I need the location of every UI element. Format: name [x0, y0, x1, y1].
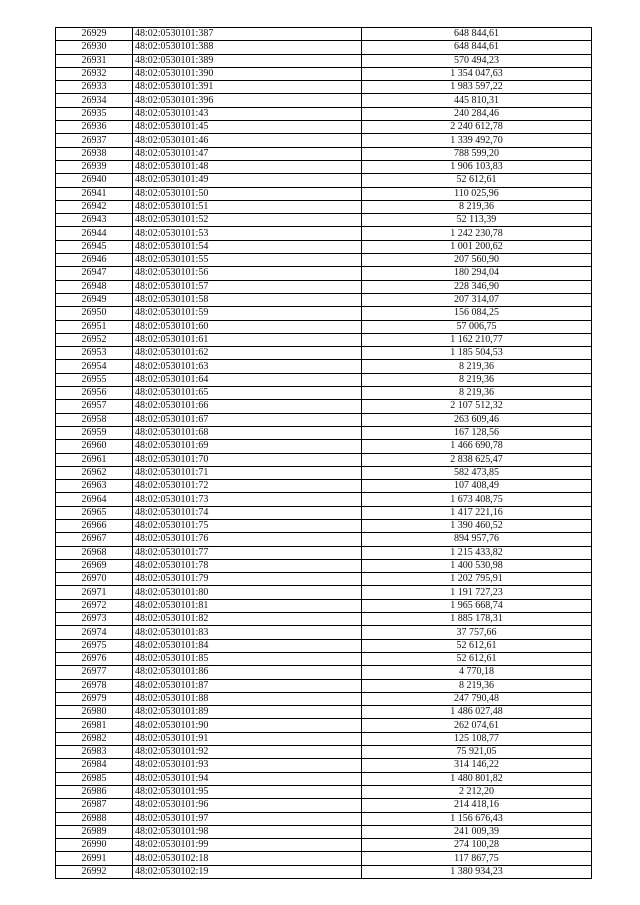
row-number-cell: 26944 — [56, 227, 133, 240]
value-cell: 52 113,39 — [362, 214, 592, 227]
table-row — [56, 666, 592, 679]
value-cell: 8 219,36 — [362, 373, 592, 386]
table-row — [56, 679, 592, 692]
cadastral-number-cell: 48:02:0530101:75 — [133, 519, 362, 532]
row-number-cell: 26961 — [56, 453, 133, 466]
row-number-cell: 26964 — [56, 493, 133, 506]
table-row — [56, 293, 592, 306]
value-cell: 2 107 512,32 — [362, 400, 592, 413]
row-number-cell: 26981 — [56, 719, 133, 732]
row-number-cell: 26938 — [56, 147, 133, 160]
table-row — [56, 480, 592, 493]
cadastral-number-cell: 48:02:0530101:94 — [133, 772, 362, 785]
table-row — [56, 360, 592, 373]
table-row — [56, 107, 592, 120]
cadastral-value-table — [55, 27, 592, 879]
table-row — [56, 493, 592, 506]
table-row — [56, 254, 592, 267]
value-cell: 1 156 676,43 — [362, 812, 592, 825]
value-cell: 1 339 492,70 — [362, 134, 592, 147]
value-cell: 1 400 530,98 — [362, 559, 592, 572]
value-cell: 1 486 027,48 — [362, 706, 592, 719]
row-number-cell: 26946 — [56, 254, 133, 267]
row-number-cell: 26979 — [56, 692, 133, 705]
table-row — [56, 347, 592, 360]
cadastral-number-cell: 48:02:0530101:84 — [133, 639, 362, 652]
row-number-cell: 26952 — [56, 333, 133, 346]
value-cell: 1 215 433,82 — [362, 546, 592, 559]
cadastral-number-cell: 48:02:0530101:88 — [133, 692, 362, 705]
value-cell: 125 108,77 — [362, 732, 592, 745]
cadastral-number-cell: 48:02:0530101:53 — [133, 227, 362, 240]
cadastral-number-cell: 48:02:0530101:48 — [133, 160, 362, 173]
table-row — [56, 759, 592, 772]
row-number-cell: 26931 — [56, 54, 133, 67]
cadastral-number-cell: 48:02:0530101:83 — [133, 626, 362, 639]
table-row — [56, 28, 592, 41]
value-cell: 1 191 727,23 — [362, 586, 592, 599]
value-cell: 1 354 047,63 — [362, 67, 592, 80]
cadastral-number-cell: 48:02:0530101:70 — [133, 453, 362, 466]
cadastral-number-cell: 48:02:0530101:51 — [133, 200, 362, 213]
value-cell: 314 146,22 — [362, 759, 592, 772]
cadastral-number-cell: 48:02:0530101:389 — [133, 54, 362, 67]
value-cell: 570 494,23 — [362, 54, 592, 67]
value-cell: 8 219,36 — [362, 200, 592, 213]
row-number-cell: 26936 — [56, 121, 133, 134]
value-cell: 240 284,46 — [362, 107, 592, 120]
cadastral-number-cell: 48:02:0530101:60 — [133, 320, 362, 333]
value-cell: 52 612,61 — [362, 639, 592, 652]
row-number-cell: 26947 — [56, 267, 133, 280]
row-number-cell: 26983 — [56, 746, 133, 759]
row-number-cell: 26969 — [56, 559, 133, 572]
row-number-cell: 26965 — [56, 506, 133, 519]
table-row — [56, 320, 592, 333]
row-number-cell: 26953 — [56, 347, 133, 360]
table-row — [56, 400, 592, 413]
cadastral-number-cell: 48:02:0530101:64 — [133, 373, 362, 386]
row-number-cell: 26985 — [56, 772, 133, 785]
cadastral-number-cell: 48:02:0530101:55 — [133, 254, 362, 267]
value-cell: 156 084,25 — [362, 307, 592, 320]
row-number-cell: 26970 — [56, 573, 133, 586]
row-number-cell: 26956 — [56, 387, 133, 400]
cadastral-number-cell: 48:02:0530102:18 — [133, 852, 362, 865]
value-cell: 1 466 690,78 — [362, 440, 592, 453]
value-cell: 241 009,39 — [362, 825, 592, 838]
value-cell: 207 314,07 — [362, 293, 592, 306]
table-row — [56, 626, 592, 639]
table-row — [56, 200, 592, 213]
cadastral-number-cell: 48:02:0530101:388 — [133, 41, 362, 54]
table-row — [56, 573, 592, 586]
table-row — [56, 732, 592, 745]
row-number-cell: 26930 — [56, 41, 133, 54]
value-cell: 228 346,90 — [362, 280, 592, 293]
cadastral-number-cell: 48:02:0530101:74 — [133, 506, 362, 519]
value-cell: 1 202 795,91 — [362, 573, 592, 586]
row-number-cell: 26987 — [56, 799, 133, 812]
value-cell: 274 100,28 — [362, 839, 592, 852]
cadastral-number-cell: 48:02:0530101:57 — [133, 280, 362, 293]
table-row — [56, 81, 592, 94]
value-cell: 57 006,75 — [362, 320, 592, 333]
row-number-cell: 26937 — [56, 134, 133, 147]
row-number-cell: 26948 — [56, 280, 133, 293]
table-row — [56, 41, 592, 54]
cadastral-number-cell: 48:02:0530101:390 — [133, 67, 362, 80]
value-cell: 167 128,56 — [362, 426, 592, 439]
value-cell: 1 390 460,52 — [362, 519, 592, 532]
cadastral-number-cell: 48:02:0530101:396 — [133, 94, 362, 107]
table-row — [56, 54, 592, 67]
value-cell: 107 408,49 — [362, 480, 592, 493]
value-cell: 582 473,85 — [362, 466, 592, 479]
table-row — [56, 160, 592, 173]
cadastral-number-cell: 48:02:0530101:76 — [133, 533, 362, 546]
row-number-cell: 26984 — [56, 759, 133, 772]
cadastral-number-cell: 48:02:0530101:65 — [133, 387, 362, 400]
value-cell: 8 219,36 — [362, 679, 592, 692]
table-row — [56, 387, 592, 400]
cadastral-number-cell: 48:02:0530101:46 — [133, 134, 362, 147]
row-number-cell: 26962 — [56, 466, 133, 479]
row-number-cell: 26989 — [56, 825, 133, 838]
row-number-cell: 26977 — [56, 666, 133, 679]
row-number-cell: 26975 — [56, 639, 133, 652]
table-row — [56, 559, 592, 572]
table-row — [56, 440, 592, 453]
value-cell: 2 212,20 — [362, 785, 592, 798]
cadastral-number-cell: 48:02:0530101:47 — [133, 147, 362, 160]
table-row — [56, 719, 592, 732]
table-row — [56, 214, 592, 227]
row-number-cell: 26958 — [56, 413, 133, 426]
row-number-cell: 26955 — [56, 373, 133, 386]
table-row — [56, 865, 592, 878]
table-row — [56, 852, 592, 865]
cadastral-number-cell: 48:02:0530101:49 — [133, 174, 362, 187]
table-row — [56, 307, 592, 320]
table-row — [56, 746, 592, 759]
cadastral-number-cell: 48:02:0530101:387 — [133, 28, 362, 41]
table-row — [56, 426, 592, 439]
table-row — [56, 280, 592, 293]
row-number-cell: 26974 — [56, 626, 133, 639]
table-row — [56, 373, 592, 386]
value-cell: 262 074,61 — [362, 719, 592, 732]
table-row — [56, 267, 592, 280]
value-cell: 1 417 221,16 — [362, 506, 592, 519]
table-row — [56, 121, 592, 134]
cadastral-number-cell: 48:02:0530101:66 — [133, 400, 362, 413]
table-row — [56, 67, 592, 80]
table-row — [56, 613, 592, 626]
row-number-cell: 26980 — [56, 706, 133, 719]
table-row — [56, 706, 592, 719]
value-cell: 894 957,76 — [362, 533, 592, 546]
value-cell: 1 673 408,75 — [362, 493, 592, 506]
row-number-cell: 26939 — [56, 160, 133, 173]
row-number-cell: 26943 — [56, 214, 133, 227]
cadastral-number-cell: 48:02:0530101:92 — [133, 746, 362, 759]
table-row — [56, 134, 592, 147]
row-number-cell: 26957 — [56, 400, 133, 413]
table-row — [56, 174, 592, 187]
cadastral-number-cell: 48:02:0530101:73 — [133, 493, 362, 506]
value-cell: 1 380 934,23 — [362, 865, 592, 878]
cadastral-number-cell: 48:02:0530101:91 — [133, 732, 362, 745]
table-body — [56, 28, 592, 879]
table-row — [56, 586, 592, 599]
row-number-cell: 26945 — [56, 240, 133, 253]
value-cell: 1 001 200,62 — [362, 240, 592, 253]
row-number-cell: 26940 — [56, 174, 133, 187]
row-number-cell: 26933 — [56, 81, 133, 94]
row-number-cell: 26978 — [56, 679, 133, 692]
value-cell: 37 757,66 — [362, 626, 592, 639]
cadastral-number-cell: 48:02:0530101:62 — [133, 347, 362, 360]
row-number-cell: 26990 — [56, 839, 133, 852]
value-cell: 445 810,31 — [362, 94, 592, 107]
row-number-cell: 26988 — [56, 812, 133, 825]
table-row — [56, 599, 592, 612]
row-number-cell: 26934 — [56, 94, 133, 107]
row-number-cell: 26954 — [56, 360, 133, 373]
row-number-cell: 26963 — [56, 480, 133, 493]
cadastral-number-cell: 48:02:0530101:97 — [133, 812, 362, 825]
table-row — [56, 812, 592, 825]
cadastral-number-cell: 48:02:0530101:54 — [133, 240, 362, 253]
row-number-cell: 26949 — [56, 293, 133, 306]
value-cell: 180 294,04 — [362, 267, 592, 280]
value-cell: 1 885 178,31 — [362, 613, 592, 626]
row-number-cell: 26950 — [56, 307, 133, 320]
table-row — [56, 825, 592, 838]
table-row — [56, 639, 592, 652]
table-row — [56, 506, 592, 519]
cadastral-number-cell: 48:02:0530101:52 — [133, 214, 362, 227]
row-number-cell: 26932 — [56, 67, 133, 80]
table-row — [56, 147, 592, 160]
cadastral-number-cell: 48:02:0530101:68 — [133, 426, 362, 439]
row-number-cell: 26992 — [56, 865, 133, 878]
value-cell: 648 844,61 — [362, 41, 592, 54]
table-row — [56, 799, 592, 812]
value-cell: 117 867,75 — [362, 852, 592, 865]
value-cell: 110 025,96 — [362, 187, 592, 200]
row-number-cell: 26972 — [56, 599, 133, 612]
value-cell: 75 921,05 — [362, 746, 592, 759]
table-row — [56, 333, 592, 346]
row-number-cell: 26986 — [56, 785, 133, 798]
cadastral-number-cell: 48:02:0530101:391 — [133, 81, 362, 94]
table-row — [56, 227, 592, 240]
cadastral-number-cell: 48:02:0530101:67 — [133, 413, 362, 426]
cadastral-number-cell: 48:02:0530101:90 — [133, 719, 362, 732]
cadastral-number-cell: 48:02:0530101:85 — [133, 652, 362, 665]
cadastral-number-cell: 48:02:0530101:82 — [133, 613, 362, 626]
value-cell: 1 185 504,53 — [362, 347, 592, 360]
value-cell: 263 609,46 — [362, 413, 592, 426]
table-row — [56, 413, 592, 426]
cadastral-number-cell: 48:02:0530101:58 — [133, 293, 362, 306]
cadastral-number-cell: 48:02:0530101:79 — [133, 573, 362, 586]
table-row — [56, 187, 592, 200]
table-row — [56, 546, 592, 559]
cadastral-number-cell: 48:02:0530101:69 — [133, 440, 362, 453]
cadastral-number-cell: 48:02:0530101:93 — [133, 759, 362, 772]
row-number-cell: 26942 — [56, 200, 133, 213]
row-number-cell: 26935 — [56, 107, 133, 120]
value-cell: 8 219,36 — [362, 387, 592, 400]
document-page — [55, 27, 591, 879]
cadastral-number-cell: 48:02:0530101:89 — [133, 706, 362, 719]
cadastral-number-cell: 48:02:0530101:45 — [133, 121, 362, 134]
value-cell: 207 560,90 — [362, 254, 592, 267]
row-number-cell: 26959 — [56, 426, 133, 439]
cadastral-number-cell: 48:02:0530101:81 — [133, 599, 362, 612]
cadastral-number-cell: 48:02:0530101:56 — [133, 267, 362, 280]
cadastral-number-cell: 48:02:0530101:86 — [133, 666, 362, 679]
cadastral-number-cell: 48:02:0530101:63 — [133, 360, 362, 373]
value-cell: 1 162 210,77 — [362, 333, 592, 346]
table-row — [56, 652, 592, 665]
value-cell: 1 242 230,78 — [362, 227, 592, 240]
cadastral-number-cell: 48:02:0530101:71 — [133, 466, 362, 479]
value-cell: 788 599,20 — [362, 147, 592, 160]
value-cell: 247 790,48 — [362, 692, 592, 705]
value-cell: 1 983 597,22 — [362, 81, 592, 94]
table-row — [56, 839, 592, 852]
row-number-cell: 26941 — [56, 187, 133, 200]
value-cell: 2 240 612,78 — [362, 121, 592, 134]
table-row — [56, 453, 592, 466]
row-number-cell: 26982 — [56, 732, 133, 745]
table-row — [56, 533, 592, 546]
value-cell: 648 844,61 — [362, 28, 592, 41]
table-row — [56, 94, 592, 107]
row-number-cell: 26966 — [56, 519, 133, 532]
row-number-cell: 26976 — [56, 652, 133, 665]
cadastral-number-cell: 48:02:0530101:43 — [133, 107, 362, 120]
table-row — [56, 240, 592, 253]
cadastral-number-cell: 48:02:0530101:99 — [133, 839, 362, 852]
table-row — [56, 772, 592, 785]
value-cell: 52 612,61 — [362, 652, 592, 665]
cadastral-number-cell: 48:02:0530101:59 — [133, 307, 362, 320]
value-cell: 2 838 625,47 — [362, 453, 592, 466]
value-cell: 4 770,18 — [362, 666, 592, 679]
cadastral-number-cell: 48:02:0530101:72 — [133, 480, 362, 493]
value-cell: 52 612,61 — [362, 174, 592, 187]
cadastral-number-cell: 48:02:0530101:61 — [133, 333, 362, 346]
value-cell: 214 418,16 — [362, 799, 592, 812]
cadastral-number-cell: 48:02:0530101:50 — [133, 187, 362, 200]
cadastral-number-cell: 48:02:0530101:95 — [133, 785, 362, 798]
table-row — [56, 519, 592, 532]
cadastral-number-cell: 48:02:0530101:80 — [133, 586, 362, 599]
value-cell: 1 965 668,74 — [362, 599, 592, 612]
cadastral-number-cell: 48:02:0530101:87 — [133, 679, 362, 692]
cadastral-number-cell: 48:02:0530101:77 — [133, 546, 362, 559]
value-cell: 1 480 801,82 — [362, 772, 592, 785]
value-cell: 8 219,36 — [362, 360, 592, 373]
row-number-cell: 26929 — [56, 28, 133, 41]
cadastral-number-cell: 48:02:0530101:98 — [133, 825, 362, 838]
row-number-cell: 26973 — [56, 613, 133, 626]
row-number-cell: 26971 — [56, 586, 133, 599]
row-number-cell: 26991 — [56, 852, 133, 865]
row-number-cell: 26968 — [56, 546, 133, 559]
cadastral-number-cell: 48:02:0530101:78 — [133, 559, 362, 572]
cadastral-number-cell: 48:02:0530102:19 — [133, 865, 362, 878]
table-row — [56, 692, 592, 705]
row-number-cell: 26967 — [56, 533, 133, 546]
table-row — [56, 466, 592, 479]
row-number-cell: 26960 — [56, 440, 133, 453]
value-cell: 1 906 103,83 — [362, 160, 592, 173]
cadastral-number-cell: 48:02:0530101:96 — [133, 799, 362, 812]
table-row — [56, 785, 592, 798]
row-number-cell: 26951 — [56, 320, 133, 333]
